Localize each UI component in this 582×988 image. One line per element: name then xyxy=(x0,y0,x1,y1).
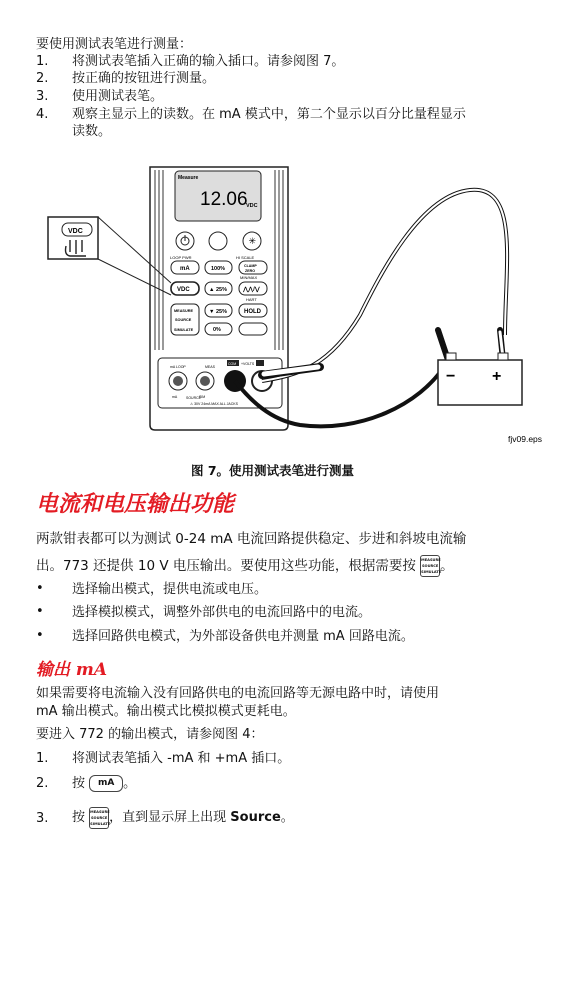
svg-text:ZERO: ZERO xyxy=(245,269,255,273)
display-mode-text: Measure xyxy=(178,175,199,181)
figure-file-label: fjv09.eps xyxy=(508,434,543,444)
svg-text:MIN/MAX: MIN/MAX xyxy=(240,275,258,280)
intro-step-4-cont: 读数。 xyxy=(72,124,112,139)
intro-step-4: 观察主显示上的读数。在 mA 模式中，第二个显示以百分比量程显示 xyxy=(72,107,466,122)
figure-caption: 图 7。使用测试表笔进行测量 xyxy=(191,463,355,478)
output-step-1: 将测试表笔插入 -mA 和 +mA 插口。 xyxy=(72,751,291,766)
step-number: 3. xyxy=(36,811,49,826)
output-step-2: 按 mA 。 xyxy=(72,776,137,791)
svg-text:mA: mA xyxy=(172,395,178,399)
svg-text:100%: 100% xyxy=(211,266,226,272)
output-para-line2: mA 输出模式。输出模式比模拟模式更耗电。 xyxy=(36,704,296,719)
intro-step-1: 将测试表笔插入正确的输入插口。请参阅图 7。 xyxy=(72,54,345,69)
bullet-dot: • xyxy=(36,581,44,596)
output-para-line1: 如果需要将电流输入没有回路供电的电流回路等无源电路中时，请使用 xyxy=(36,686,440,701)
svg-text:COM: COM xyxy=(228,362,237,366)
svg-text:SOURCE: SOURCE xyxy=(175,318,192,322)
svg-text:⋀⋀/⋁: ⋀⋀/⋁ xyxy=(243,287,260,293)
subsection-heading: 输出 mA xyxy=(36,660,108,680)
clamp-light-icon xyxy=(209,232,227,250)
hi-scale-label: HI SCALE xyxy=(236,255,255,260)
display-reading: 12.06 xyxy=(200,189,248,210)
svg-text:SIMULATE: SIMULATE xyxy=(174,328,194,332)
svg-text:MEAS: MEAS xyxy=(205,365,215,369)
loop-pwr-label: LOOP PWR xyxy=(170,255,192,260)
vdc-callout-label: VDC xyxy=(68,228,83,235)
section-heading: 电流和电压输出功能 xyxy=(36,491,235,517)
svg-text:▼ 25%: ▼ 25% xyxy=(209,309,227,315)
svg-text:SOURCE: SOURCE xyxy=(186,396,201,400)
jack-warning: ⚠ 30V 24mA MAX ALL JACKS xyxy=(190,402,238,406)
step-number: 2. xyxy=(36,776,49,791)
blank-button xyxy=(239,323,267,335)
intro-lead: 要使用测试表笔进行测量： xyxy=(36,37,193,52)
svg-text:mA LOOP: mA LOOP xyxy=(170,365,186,369)
figure-clamp-meter xyxy=(0,155,582,465)
output-lead: 要进入 772 的输出模式，请参阅图 4： xyxy=(36,727,264,742)
output-step-3: 按 MEASURE SOURCE SIMULATE，直到显示屏上出现 Source。 xyxy=(72,803,294,833)
svg-text:0%: 0% xyxy=(213,327,221,333)
section-para-line2: 出。773 还提供 10 V 电压输出。要使用这些功能，根据需要按 MEASURE SOURCE SIMULATE。 xyxy=(36,555,454,577)
step-number: 4. xyxy=(36,107,49,122)
step-number: 3. xyxy=(36,89,49,104)
bullet-item: 选择回路供电模式，为外部设备供电并测量 mA 回路电流。 xyxy=(72,629,414,644)
measure-source-simulate-key: MEASURE SOURCE SIMULATE xyxy=(89,807,109,829)
battery-minus: − xyxy=(446,368,456,385)
battery-terminal-positive xyxy=(498,353,508,360)
step-number: 1. xyxy=(36,54,49,69)
bullet-item: 选择输出模式，提供电流或电压。 xyxy=(72,582,268,597)
svg-text:mA: mA xyxy=(180,266,190,272)
svg-text:CLAMP: CLAMP xyxy=(244,264,257,268)
bullet-dot: • xyxy=(36,628,44,643)
section-para-line1: 两款钳表都可以为测试 0-24 mA 电流回路提供稳定、步进和斜坡电流输 xyxy=(36,531,467,547)
svg-text:HART: HART xyxy=(246,297,257,302)
svg-text:HOLD: HOLD xyxy=(244,309,261,315)
battery-plus: + xyxy=(492,368,502,385)
svg-text:✳: ✳ xyxy=(248,236,257,246)
step-number: 1. xyxy=(36,751,49,766)
bullet-item: 选择模拟模式，调整外部供电的电流回路中的电流。 xyxy=(72,605,372,620)
svg-text:VDC: VDC xyxy=(177,287,190,293)
measure-source-simulate-key: MEASURE SOURCE SIMULATE xyxy=(420,555,440,577)
step-number: 2. xyxy=(36,71,49,86)
battery-terminal-negative xyxy=(446,353,456,360)
display-unit: VDC xyxy=(246,203,258,209)
intro-step-2: 按正确的按钮进行测量。 xyxy=(72,71,216,86)
svg-text:▲ 25%: ▲ 25% xyxy=(209,287,227,293)
intro-step-3: 使用测试表笔。 xyxy=(72,89,164,104)
bullet-dot: • xyxy=(36,604,44,619)
ma-key: mA xyxy=(89,775,123,792)
svg-text:+VOLTS: +VOLTS xyxy=(241,362,255,366)
svg-text:SIM: SIM xyxy=(199,395,206,399)
red-lead-outline xyxy=(262,190,507,381)
svg-text:MEASURE: MEASURE xyxy=(174,309,193,313)
